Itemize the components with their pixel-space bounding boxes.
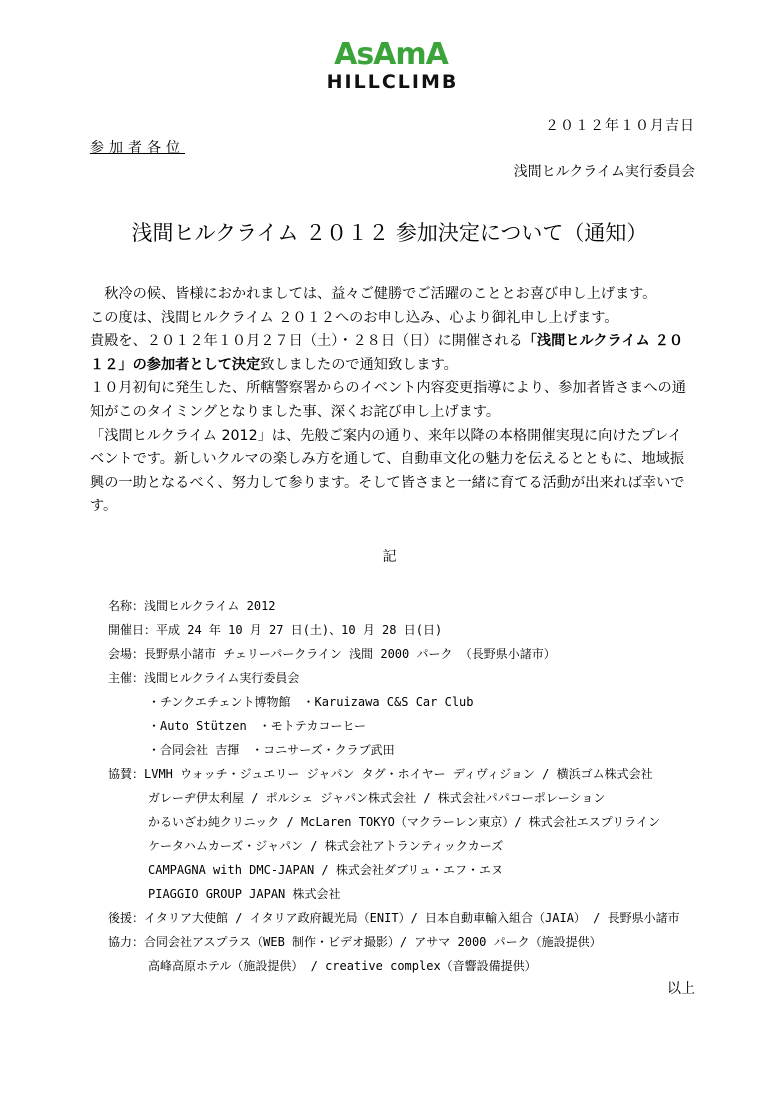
thanks-paragraph: この度は、浅間ヒルクライム ２０１２へのお申し込み、心より御礼申し上げます。 bbox=[90, 309, 619, 326]
document-title: 浅間ヒルクライム ２０１２ 参加決定について（通知） bbox=[131, 221, 648, 245]
closing-ijo: 以上 bbox=[667, 981, 695, 997]
detail-date: 開催日：平成 24 年 10 月 27 日(土)、10 月 28 日(日) bbox=[108, 623, 443, 637]
sponsor-line: ケータハムカーズ・ジャパン / 株式会社アトランティックカーズ bbox=[148, 839, 504, 853]
decision-paragraph bbox=[90, 330, 695, 377]
decision-text-post: 致しましたので通知致します。 bbox=[260, 356, 458, 373]
detail-name: 名称：浅間ヒルクライム 2012 bbox=[108, 599, 276, 613]
cooperation-line: 高峰高原ホテル（施設提供） / creative complex（音響設備提供） bbox=[148, 959, 537, 973]
document-date: ２０１２年１０月吉日 bbox=[545, 118, 695, 134]
logo-hillclimb-text: HILLCLIMB bbox=[326, 71, 459, 93]
logo-asama-text: AsAmA bbox=[334, 37, 448, 72]
decision-text-bold: 「浅間ヒルクライム ２０１２」の参加者として決定 bbox=[90, 333, 684, 373]
event-description-paragraph: 「浅間ヒルクライム 2012」は、先般ご案内の通り、来年以降の本格開催実現に向けたプレイベントです。新しいクルマの楽しみ方を通して、自動車文化の魅力を伝えるとともに、地域振興の一助となるべく、努力して参ります。そして皆さまと一緒に育てる活動が出来れば幸いです。 bbox=[90, 427, 685, 515]
organizer-member: ・チンクエチェント博物館 ・Karuizawa C&S Car Club bbox=[148, 695, 474, 709]
recipient-line: 参加者各位 bbox=[90, 140, 185, 156]
sponsor-line: ガレーヂ伊太利屋 / ポルシェ ジャパン株式会社 / 株式会社パパコーポレーション bbox=[148, 791, 606, 805]
body-text bbox=[90, 283, 695, 519]
sponsor-line: CAMPAGNA with DMC-JAPAN / 株式会社ダブリュ・エフ・エヌ bbox=[148, 863, 504, 877]
apology-paragraph: １０月初旬に発生した、所轄警察署からのイベント内容変更指導により、参加者皆さまへの通知がこのタイミングとなりました事、深くお詫び申し上げます。 bbox=[90, 380, 686, 420]
greeting-paragraph: 秋冷の候、皆様におかれましては、益々ご健勝でご活躍のこととお喜び申し上げます。 bbox=[90, 286, 657, 302]
organizer-member: ・合同会社 吉揮 ・コニサーズ・クラブ武田 bbox=[148, 743, 395, 757]
asama-hillclimb-logo bbox=[300, 38, 485, 100]
detail-support: 後援：イタリア大使館 / イタリア政府観光局（ENIT）/ 日本自動車輸入組合（JAIA） / 長野県小諸市 bbox=[108, 911, 680, 925]
detail-cooperation: 協力：合同会社アスプラス（WEB 制作・ビデオ撮影）/ アサマ 2000 パーク（施設提供） bbox=[108, 935, 602, 949]
detail-sponsors: 協賛：LVMH ウォッチ・ジュエリー ジャパン タグ・ホイヤー ディヴィジョン / 横浜ゴム株式会社 bbox=[108, 767, 653, 781]
sponsor-line: かるいざわ純クリニック / McLaren TOKYO（マクラーレン東京）/ 株式会社エスプリライン bbox=[148, 815, 660, 829]
event-details bbox=[108, 594, 708, 978]
ki-heading: 記 bbox=[382, 549, 397, 565]
organizer-member: ・Auto Stützen ・モトテカコーヒー bbox=[148, 719, 366, 733]
sponsor-line: PIAGGIO GROUP JAPAN 株式会社 bbox=[148, 887, 341, 901]
sender-committee: 浅間ヒルクライム実行委員会 bbox=[513, 164, 695, 180]
detail-venue: 会場：長野県小諸市 チェリーパークライン 浅間 2000 パーク （長野県小諸市） bbox=[108, 647, 556, 661]
detail-organizer: 主催：浅間ヒルクライム実行委員会 bbox=[108, 671, 300, 685]
decision-text-pre: 貴殿を、２０１２年１０月２７日（土）・２８日（日）に開催される bbox=[90, 333, 523, 350]
